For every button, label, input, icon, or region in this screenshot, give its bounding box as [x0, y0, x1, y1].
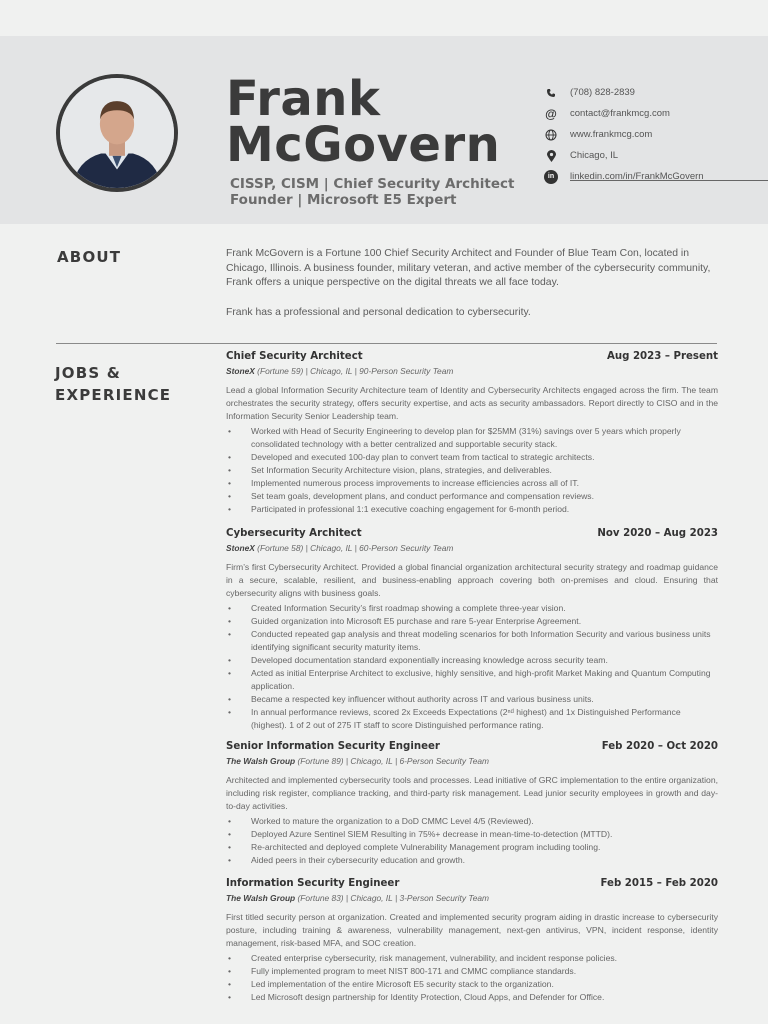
- about-heading: ABOUT: [57, 248, 122, 266]
- headline-line-2: Founder | Microsoft E5 Expert: [230, 192, 457, 208]
- linkedin-link[interactable]: linkedin.com/in/FrankMcGovern: [570, 171, 704, 182]
- list-item: • Worked to mature the organization to a DoD CMMC Level 4/5 (Reviewed).: [226, 815, 718, 828]
- job-company: [226, 756, 718, 766]
- job-title: Chief Security Architect: [226, 351, 363, 362]
- profile-photo: [56, 74, 178, 192]
- company-detail: (Fortune 83) | Chicago, IL | 3-Person Security Team: [295, 893, 489, 903]
- phone-icon: [544, 86, 558, 100]
- list-item: • Deployed Azure Sentinel SIEM Resulting in 75%+ decrease in mean-time-to-detection (MTTD).: [226, 828, 718, 841]
- list-item: • Created Information Security’s first roadmap showing a complete three-year vision.: [226, 602, 718, 615]
- experience-heading-line-1: JOBS &: [55, 364, 122, 382]
- job-title: Information Security Engineer: [226, 878, 400, 889]
- list-item: • Fully implemented program to meet NIST 800-171 and CMMC compliance standards.: [226, 965, 718, 978]
- contact-location: [544, 145, 768, 166]
- section-divider: [56, 343, 717, 344]
- job-description: Architected and implemented cybersecurity tools and processes. Lead initiative of GRC implementation to the entire organization, including risk register, compliance tracking, and third-party risk management. Lead junior security employees in growth and day-to-day activities.: [226, 775, 718, 811]
- list-item: • Re-architected and deployed complete Vulnerability Management program including tooling.: [226, 841, 718, 854]
- job-bullets: [226, 602, 718, 732]
- headline-line-1: CISSP, CISM | Chief Security Architect: [230, 176, 515, 192]
- at-icon: @: [545, 106, 557, 121]
- experience-heading: [55, 362, 171, 406]
- last-name: McGovern: [226, 117, 501, 173]
- company-detail: (Fortune 59) | Chicago, IL | 90-Person Security Team: [254, 366, 454, 376]
- company-detail: (Fortune 58) | Chicago, IL | 60-Person Security Team: [254, 543, 454, 553]
- job-bullets: [226, 425, 718, 516]
- company-name: StoneX: [226, 366, 255, 376]
- job-description: Firm’s first Cybersecurity Architect. Provided a global financial organization architectural security strategy and roadmap guidance in a secure, scalable, resilient, and business-enabling approach covering both on-premises and cloud. Ensuring that cybersecurity aligns with business goals.: [226, 562, 718, 598]
- job-description: Lead a global Information Security Architecture team of Identity and Cybersecurity Architects engaged across the firm. The team orchestrates the security strategy, offers security expertise, and acts as security ambassadors. Report directly to CISO and in the Information Security Senior Leadership team.: [226, 385, 718, 421]
- company-name: The Walsh Group: [226, 893, 296, 903]
- list-item: • Worked with Head of Security Engineering to develop plan for $25MM (31%) savings over 5 years which properly consolidated technology with a better centralized and supportable security stack.: [226, 425, 718, 451]
- company-detail: (Fortune 89) | Chicago, IL | 6-Person Security Team: [295, 756, 489, 766]
- job-title: Cybersecurity Architect: [226, 528, 362, 539]
- contact-phone: [544, 82, 768, 103]
- email-link[interactable]: contact@frankmcg.com: [570, 108, 670, 119]
- about-paragraph-2: Frank has a professional and personal dedication to cybersecurity.: [226, 306, 531, 318]
- list-item: • Participated in professional 1:1 executive coaching engagement for 6-month period.: [226, 503, 718, 516]
- job-bullets: [226, 952, 718, 1004]
- list-item: • Set team goals, development plans, and conduct performance and compensation reviews.: [226, 490, 718, 503]
- map-pin-icon: [544, 149, 558, 163]
- list-item: • Guided organization into Microsoft E5 purchase and rare 5-year Enterprise Agreement.: [226, 615, 718, 628]
- list-item: • Created enterprise cybersecurity, risk management, vulnerability, and incident response policies.: [226, 952, 718, 965]
- job-dates: Feb 2015 – Feb 2020: [600, 878, 718, 889]
- website-link[interactable]: www.frankmcg.com: [570, 129, 653, 140]
- job-company: [226, 543, 718, 553]
- job-entry: [226, 741, 718, 867]
- linkedin-icon: in: [544, 170, 558, 184]
- job-company: [226, 366, 718, 376]
- list-item: • Developed and executed 100-day plan to convert team from tactical to strategic architects.: [226, 451, 718, 464]
- company-name: StoneX: [226, 543, 255, 553]
- job-entry: [226, 878, 718, 1004]
- list-item: • Led implementation of the entire Microsoft E5 security stack to the organization.: [226, 978, 718, 991]
- job-company: [226, 893, 718, 903]
- list-item: • In annual performance reviews, scored 2x Exceeds Expectations (2ⁿᵈ highest) and 1x Distinguished Performance (highest). 1 of 2 out of 275 IT staff to score Distinguished performance rating.: [226, 706, 718, 732]
- list-item: • Aided peers in their cybersecurity education and growth.: [226, 854, 718, 867]
- job-title: Senior Information Security Engineer: [226, 741, 440, 752]
- job-entry: [226, 528, 718, 732]
- list-item: • Developed documentation standard exponentially increasing knowledge across security team.: [226, 654, 718, 667]
- contact-email: [544, 103, 768, 124]
- contact-block: [544, 82, 768, 187]
- contact-divider: [570, 180, 768, 181]
- about-paragraph-1: Frank McGovern is a Fortune 100 Chief Security Architect and Founder of Blue Team Con, located in Chicago, Illinois. A business founder, military veteran, and active member of the cybersecurity community, Frank offers a unique perspective on the digital threats we all face today.: [226, 248, 711, 289]
- location-text: Chicago, IL: [570, 150, 619, 161]
- job-dates: Aug 2023 – Present: [606, 351, 718, 362]
- list-item: • Implemented numerous process improvements to increase efficiencies across all of IT.: [226, 477, 718, 490]
- about-text: [226, 247, 718, 321]
- job-dates: Nov 2020 – Aug 2023: [597, 528, 718, 539]
- contact-linkedin: [544, 166, 768, 187]
- list-item: • Acted as initial Enterprise Architect to exclusive, highly sensitive, and high-profit Market Making and Quantum Computing application.: [226, 667, 718, 693]
- job-bullets: [226, 815, 718, 867]
- headline: [230, 176, 514, 208]
- phone-text[interactable]: (708) 828-2839: [570, 87, 635, 98]
- experience-heading-line-2: EXPERIENCE: [55, 386, 172, 404]
- full-name: [226, 71, 501, 173]
- list-item: • Set Information Security Architecture vision, plans, strategies, and deliverables.: [226, 464, 718, 477]
- job-description: First titled security person at organization. Created and implemented security program aiding in drastic increase to cybersecurity posture, including training & awareness, vulnerability management, next-gen antivirus, VPN, incident response, identity management, risk-based MFA, and SOC creation.: [226, 912, 718, 948]
- globe-icon: [544, 128, 558, 142]
- contact-website: [544, 124, 768, 145]
- company-name: The Walsh Group: [226, 756, 296, 766]
- first-name: Frank: [226, 71, 381, 127]
- list-item: • Led Microsoft design partnership for Identity Protection, Cloud Apps, and Defender for Office.: [226, 991, 718, 1004]
- list-item: • Conducted repeated gap analysis and threat modeling scenarios for both Information Security and various business units identifying significant security maturity items.: [226, 628, 718, 654]
- job-dates: Feb 2020 – Oct 2020: [601, 741, 718, 752]
- list-item: • Became a respected key influencer without authority across IT and various business units.: [226, 693, 718, 706]
- job-entry: [226, 351, 718, 516]
